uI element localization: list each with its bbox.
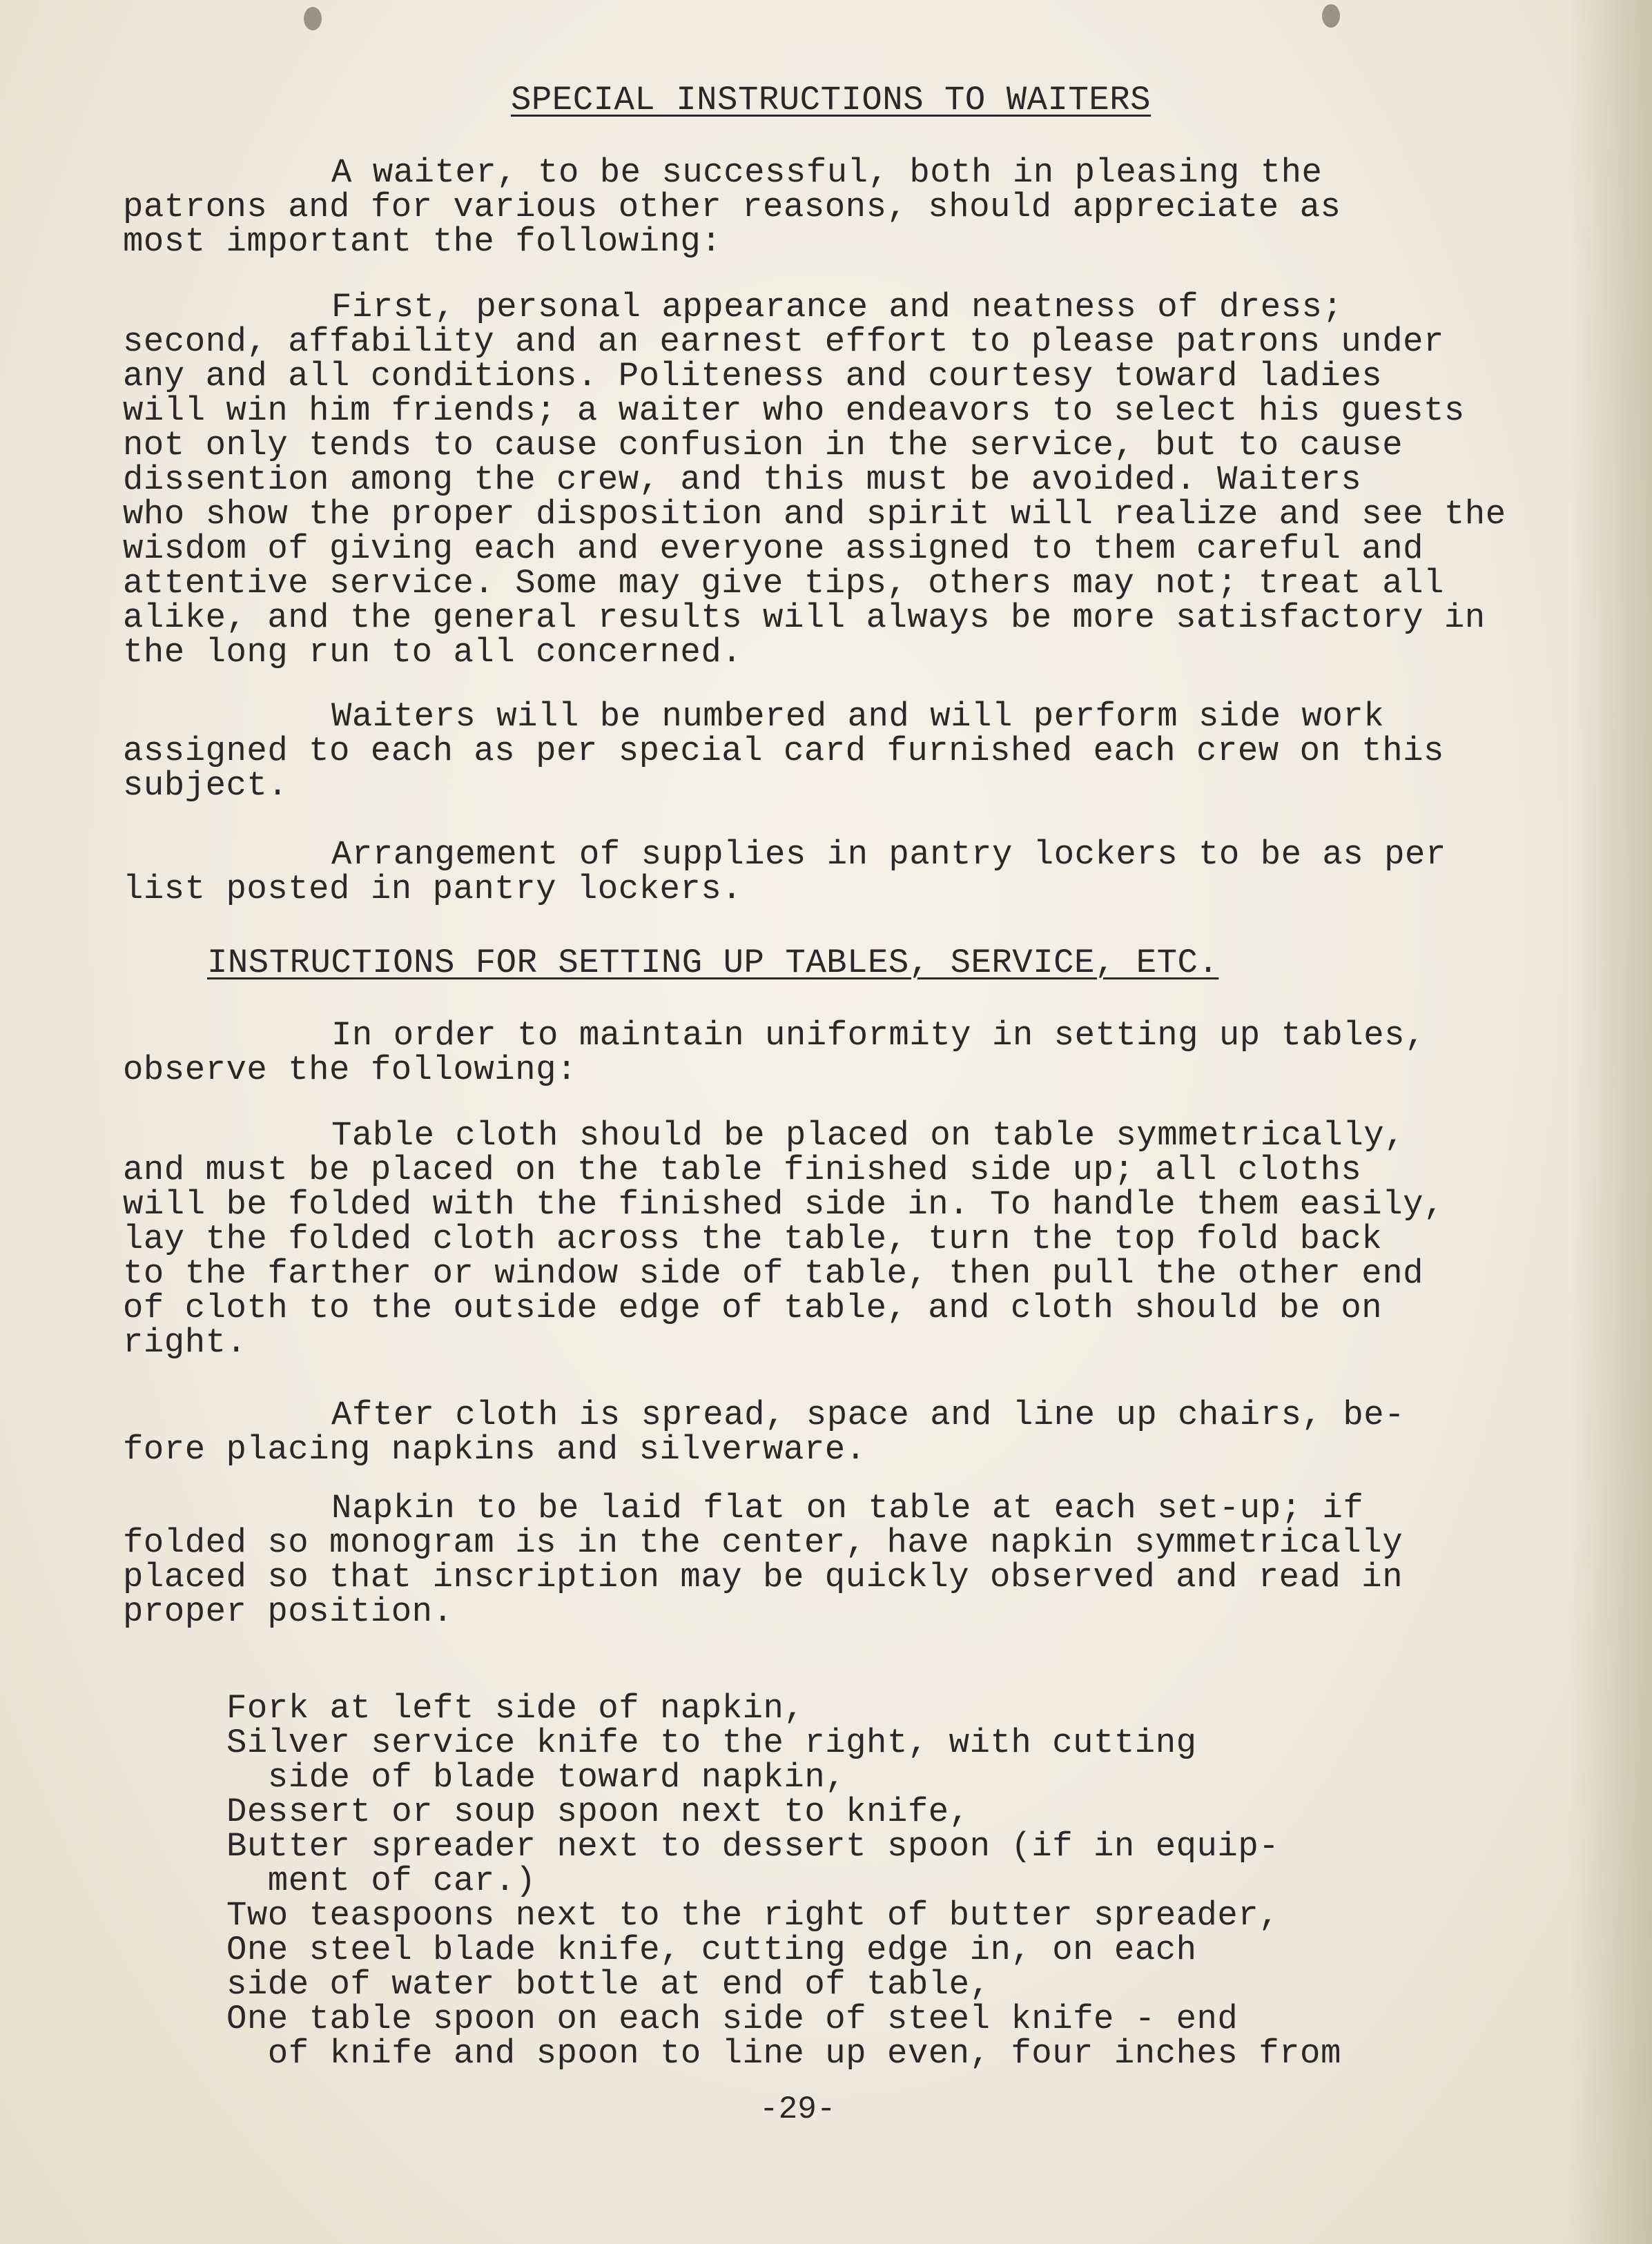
- list-item: One steel blade knife, cutting edge in, on each: [226, 1931, 1197, 1969]
- paragraph-line: list posted in pantry lockers.: [123, 870, 743, 908]
- paragraph-line: who show the proper disposition and spirit will realize and see the: [123, 495, 1506, 534]
- paragraph-line: lay the folded cloth across the table, turn the top fold back: [123, 1220, 1383, 1258]
- paragraph-line: not only tends to cause confusion in the service, but to cause: [123, 426, 1403, 465]
- paragraph-line: any and all conditions. Politeness and courtesy toward ladies: [123, 357, 1383, 396]
- list-item: ment of car.): [226, 1862, 536, 1900]
- paragraph-line: folded so monogram is in the center, have napkin symmetrically: [123, 1523, 1403, 1562]
- heading-special-instructions: SPECIAL INSTRUCTIONS TO WAITERS: [511, 81, 1151, 119]
- paragraph-line: Napkin to be laid flat on table at each set-up; if: [331, 1489, 1364, 1528]
- paragraph-line: subject.: [123, 766, 289, 805]
- list-item: of knife and spoon to line up even, four inches from: [226, 2034, 1341, 2073]
- paragraph-line: will be folded with the finished side in. To handle them easily,: [123, 1185, 1444, 1224]
- heading-setting-up-tables: INSTRUCTIONS FOR SETTING UP TABLES, SERVICE, ETC.: [207, 944, 1219, 982]
- paragraph-line: A waiter, to be successful, both in pleasing the: [331, 153, 1323, 192]
- paragraph-line: First, personal appearance and neatness of dress;: [331, 288, 1343, 326]
- list-item: side of blade toward napkin,: [226, 1758, 846, 1797]
- paragraph-line: most important the following:: [123, 222, 722, 261]
- paragraph-line: placed so that inscription may be quickly observed and read in: [123, 1558, 1403, 1597]
- paragraph-line: fore placing napkins and silverware.: [123, 1430, 866, 1469]
- paragraph-line: and must be placed on the table finished side up; all cloths: [123, 1151, 1362, 1189]
- paragraph-line: Arrangement of supplies in pantry lockers to be as per: [331, 835, 1446, 874]
- list-item: One table spoon on each side of steel knife - end: [226, 2000, 1238, 2038]
- paragraph-line: observe the following:: [123, 1051, 577, 1089]
- list-item: side of water bottle at end of table,: [226, 1965, 991, 2004]
- list-item: Fork at left side of napkin,: [226, 1689, 805, 1728]
- paragraph-line: dissention among the crew, and this must be avoided. Waiters: [123, 460, 1362, 499]
- paragraph-line: Waiters will be numbered and will perform side work: [331, 697, 1385, 736]
- paragraph-line: In order to maintain uniformity in setting up tables,: [331, 1016, 1426, 1055]
- list-item: Dessert or soup spoon next to knife,: [226, 1793, 970, 1831]
- list-item: Butter spreader next to dessert spoon (if in equip-: [226, 1827, 1280, 1866]
- paragraph-line: of cloth to the outside edge of table, and cloth should be on: [123, 1289, 1383, 1327]
- paragraph-line: Table cloth should be placed on table symmetrically,: [331, 1116, 1406, 1155]
- paragraph-line: second, affability and an earnest effort to please patrons under: [123, 322, 1444, 361]
- paragraph-line: attentive service. Some may give tips, others may not; treat all: [123, 564, 1444, 603]
- paragraph-line: right.: [123, 1323, 247, 1362]
- paragraph-line: to the farther or window side of table, then pull the other end: [123, 1254, 1424, 1293]
- paragraph-line: will win him friends; a waiter who endeavors to select his guests: [123, 391, 1465, 430]
- paragraph-line: proper position.: [123, 1592, 454, 1631]
- paragraph-line: After cloth is spread, space and line up chairs, be-: [331, 1396, 1406, 1434]
- paragraph-line: wisdom of giving each and everyone assigned to them careful and: [123, 529, 1424, 568]
- list-item: Silver service knife to the right, with cutting: [226, 1724, 1197, 1762]
- paragraph-line: patrons and for various other reasons, should appreciate as: [123, 188, 1341, 226]
- paragraph-line: alike, and the general results will always be more satisfactory in: [123, 598, 1486, 637]
- list-item: Two teaspoons next to the right of butter spreader,: [226, 1896, 1280, 1935]
- page-number: -29-: [759, 2091, 836, 2127]
- paragraph-line: assigned to each as per special card furnished each crew on this: [123, 732, 1444, 770]
- paragraph-line: the long run to all concerned.: [123, 633, 743, 672]
